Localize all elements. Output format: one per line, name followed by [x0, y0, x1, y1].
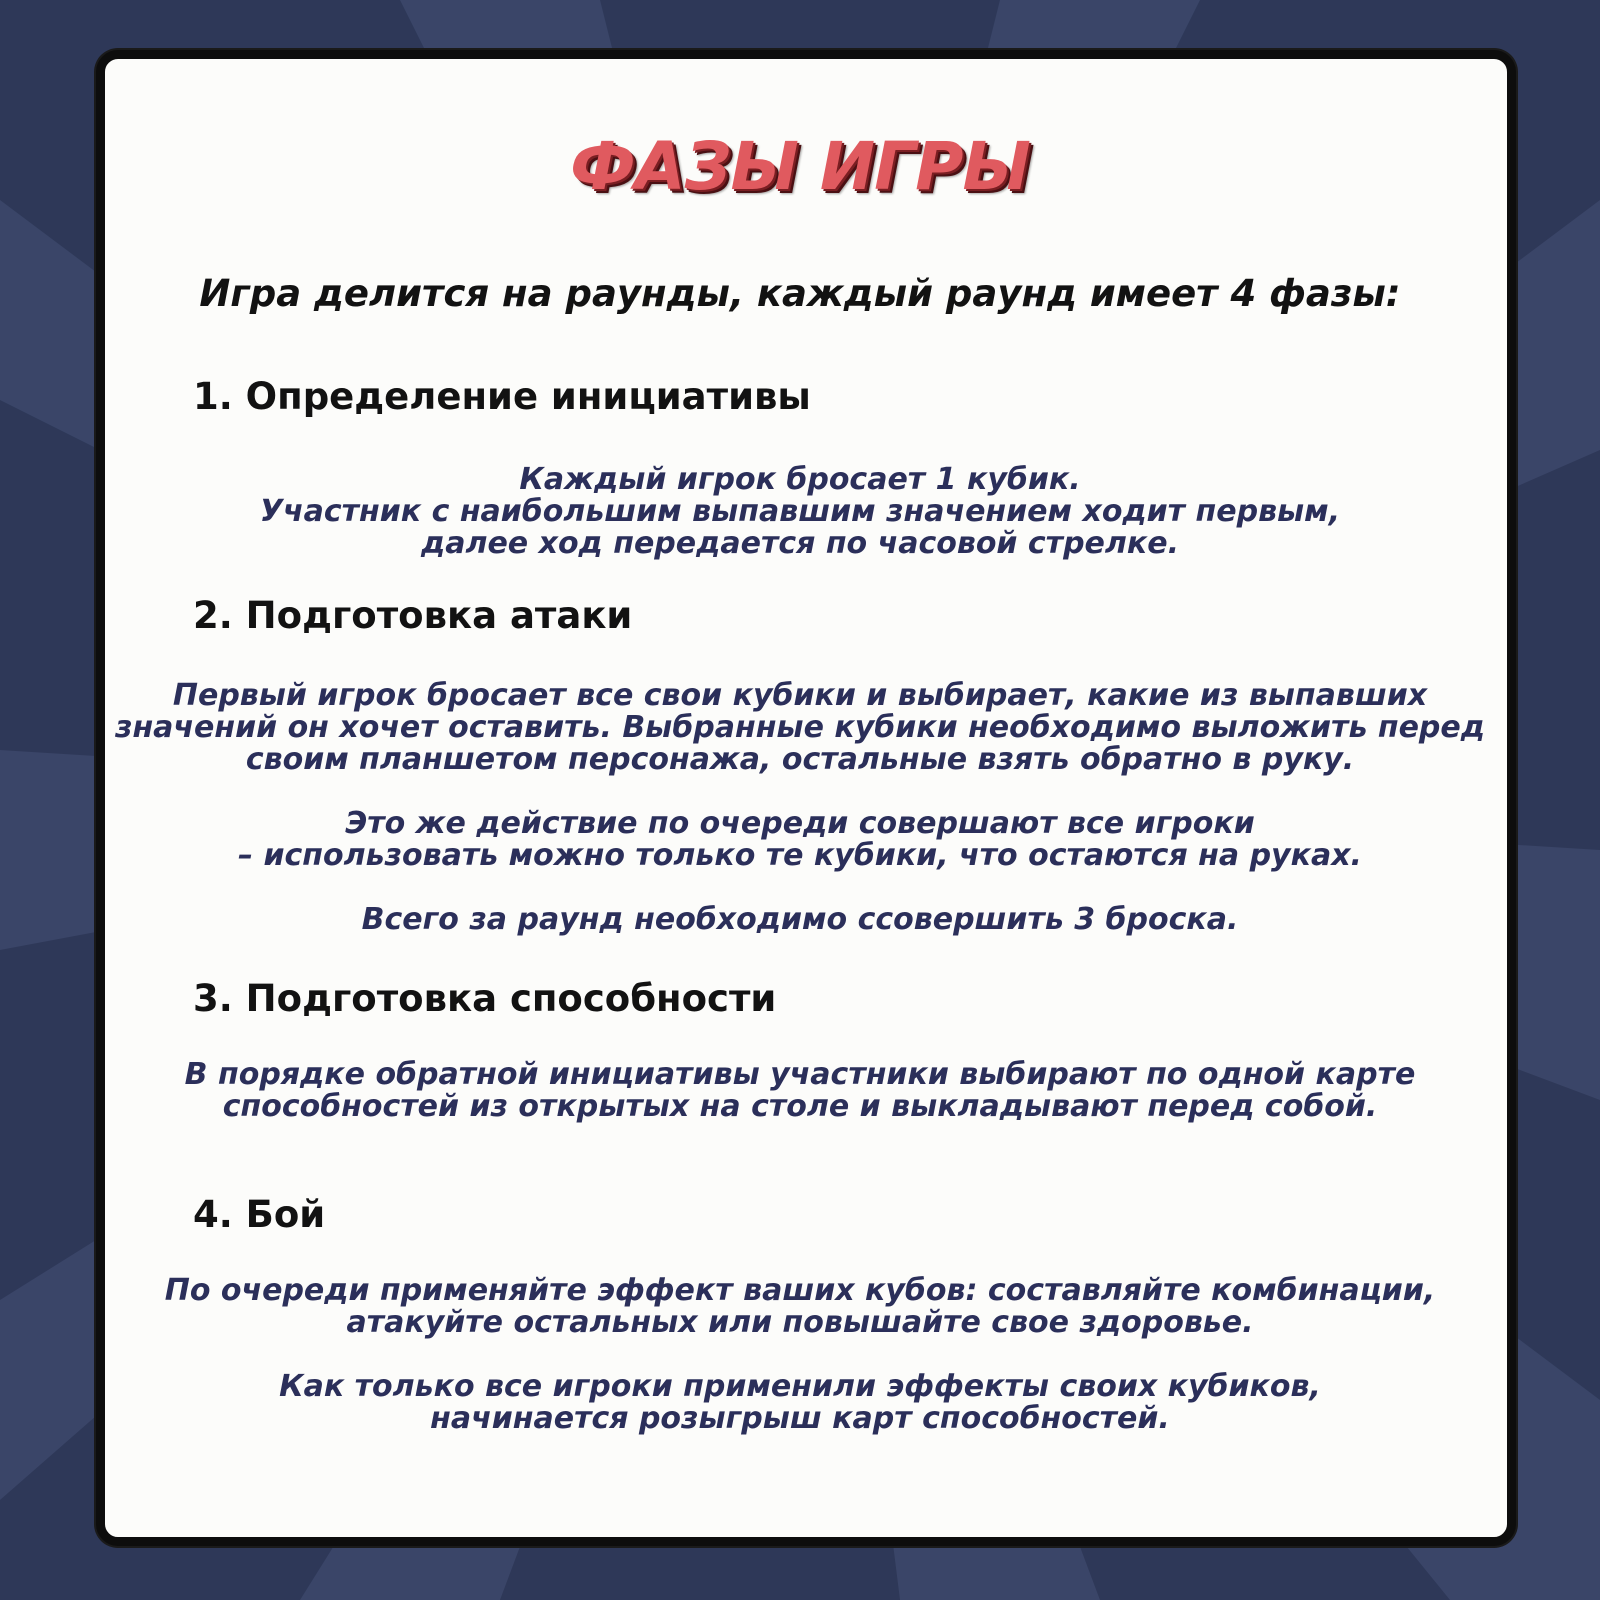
phase-4-heading: 4. Бой: [193, 1193, 326, 1236]
phase-2-paragraph-1: Первый игрок бросает все свои кубики и выбирает, какие из выпавших значений он хочет оставить. Выбранные кубики необходимо выложить перед своим планшетом персонажа, остальные взять обратно в руку.: [115, 678, 1485, 777]
page-title: ФАЗЫ ИГРЫ: [570, 128, 1030, 205]
phase-4-paragraph-2: Как только все игроки применили эффекты своих кубиков, начинается розыгрыш карт способностей.: [279, 1369, 1321, 1436]
phase-4-paragraph-1: По очереди применяйте эффект ваших кубов: составляйте комбинации, атакуйте остальных или повышайте свое здоровье.: [164, 1273, 1436, 1340]
phase-1-heading: 1. Определение инициативы: [193, 375, 811, 418]
phase-3-heading: 3. Подготовка способности: [193, 977, 777, 1020]
phase-1-paragraph-1: Каждый игрок бросает 1 кубик. Участник с наибольшим выпавшим значением ходит первым, далее ход передается по часовой стрелке.: [259, 462, 1341, 561]
phase-2-paragraph-2: Это же действие по очереди совершают все игроки – использовать можно только те кубики, что остаются на руках.: [238, 806, 1362, 873]
phase-2-heading: 2. Подготовка атаки: [193, 594, 633, 637]
intro-text: Игра делится на раунды, каждый раунд имеет 4 фазы:: [199, 272, 1401, 315]
phase-2-paragraph-3: Всего за раунд необходимо ссовершить 3 броска.: [361, 902, 1239, 937]
phase-3-paragraph-1: В порядке обратной инициативы участники выбирают по одной карте способностей из открытых на столе и выкладывают перед собой.: [184, 1057, 1416, 1124]
